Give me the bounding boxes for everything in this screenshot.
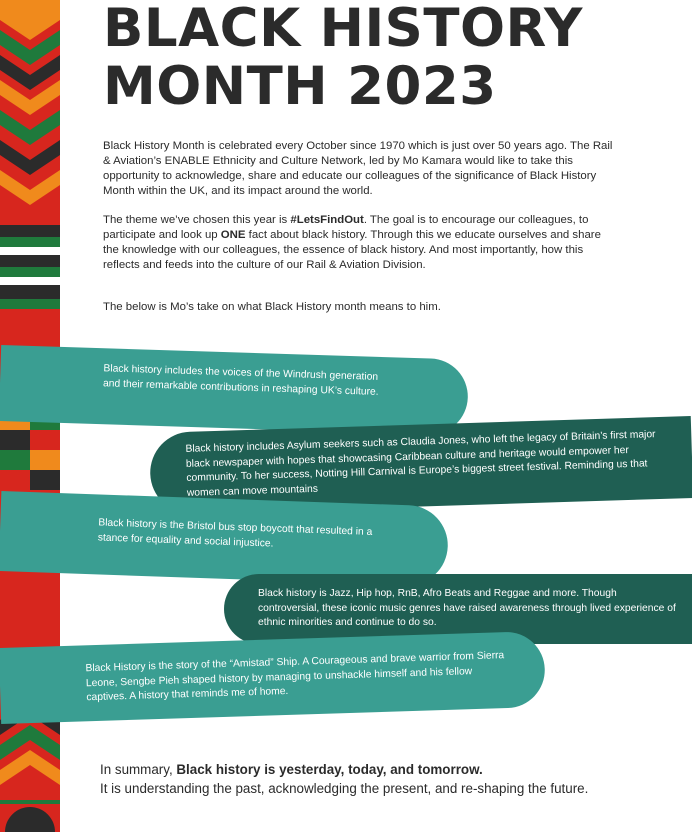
fact-text: Black history includes Asylum seekers such as Claudia Jones, who left the legacy of Britain’s first major black newspaper with hopes that showcasing Caribbean culture and heritage would empower her community. To her success, Notting Hill Carnival is Europe’s biggest street festival. Reminding us that women can move mountains xyxy=(185,429,656,499)
intro-paragraph-2 xyxy=(103,213,618,273)
fact-pill-windrush xyxy=(0,345,469,436)
summary-line-2: It is understanding the past, acknowledging the present, and re-shaping the future. xyxy=(100,781,589,796)
intro-paragraph-3 xyxy=(103,300,618,315)
fact-pill-bristol-boycott xyxy=(0,491,449,587)
hashtag-letsfindout: #LetsFindOut xyxy=(290,214,364,226)
fact-text: Black history is the Bristol bus stop boycott that resulted in a stance for equality and social injustice. xyxy=(97,517,373,550)
fact-text: Black History is the story of the “Amistad” Ship. A Courageous and brave warrior from Sierra Leone, Sengbe Pieh shaped history by managing to unshackle himself and his fellow captives. A history that reminds me of home. xyxy=(85,650,505,704)
fact-text: Black history is Jazz, Hip hop, RnB, Afro Beats and Reggae and more. Though controversial, these iconic music genres have raised awareness through lived experience of ethnic minorities and continue to do so. xyxy=(258,588,676,628)
intro-1-text: Black History Month is celebrated every October since 1970 which is just over 50 years ago. The Rail & Aviation’s ENABLE Ethnicity and Culture Network, led by Mo Kamara would like to take this opportunity to acknowledge, share and educate our colleagues of the significance of Black History Month within the UK, and its impact around the world. xyxy=(103,140,613,197)
page-title xyxy=(103,0,583,116)
intro-3-text: The below is Mo’s take on what Black History month means to him. xyxy=(103,301,441,313)
summary-lead: In summary, xyxy=(100,762,177,777)
emphasis-one: ONE xyxy=(220,229,246,241)
intro-2-text-c: fact about black history. Through this we educate ourselves and share the knowledge with our colleagues, the essence of black history. And most importantly, how this reflects and feeds into the culture of our Rail & Aviation Division. xyxy=(103,229,601,271)
title-line-2: MONTH 2023 xyxy=(103,56,497,117)
intro-2-text-b: . The goal is to encourage our colleagues, to participate and look up xyxy=(103,214,589,241)
title-line-1: BLACK HISTORY xyxy=(103,0,583,59)
summary-bold: Black history is yesterday, today, and tomorrow. xyxy=(176,762,483,777)
intro-2-text-a: The theme we’ve chosen this year is xyxy=(103,214,291,226)
fact-pill-amistad xyxy=(0,631,546,724)
fact-text: Black history includes the voices of the Windrush generation and their remarkable contributions in reshaping UK’s culture. xyxy=(102,363,379,398)
summary-line-1 xyxy=(100,760,483,779)
intro-paragraph-1 xyxy=(103,139,618,199)
